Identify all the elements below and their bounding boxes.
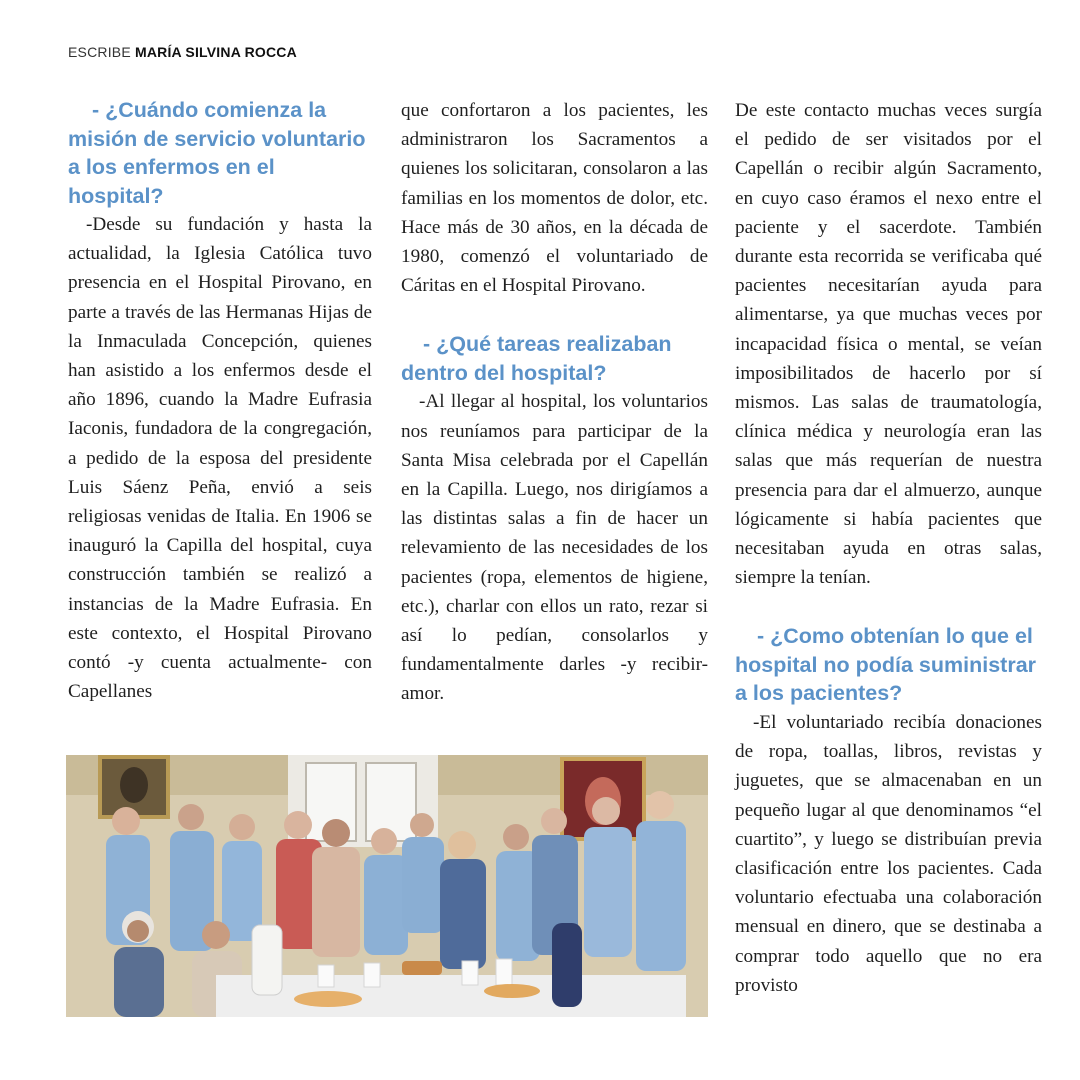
answer-2-continued: De este contacto muchas veces surgía el pedido de ser visitados por el Capellán o recibir algún Sacramento, en cuyo caso éramos el nexo entre el paciente y el sacerdote. También durante esta recorrida se verificaba qué pacientes necesitarían ayuda para alimentarse, ya que muchas veces por incapacidad física o mental, se veían imposibilitados de hacerlo por sí mismos. Las salas de traumatología, clínica médica y neurología eran las salas que más requerían de nuestra presencia para dar el almuerzo, aunque lógicamente si había pacientes que necesitaban ayuda en otras salas, siempre la tenían. — [735, 100, 1042, 589]
column-1 — [68, 96, 372, 706]
byline — [68, 44, 297, 60]
question-2: - ¿Qué tareas realizaban dentro del hospital? — [401, 332, 672, 385]
spacer — [401, 300, 708, 330]
answer-2: -Al llegar al hospital, los voluntarios nos reuníamos para participar de la Santa Misa celebrada por el Capellán en la Capilla. Luego, nos dirigíamos a las distintas salas a fin de hacer un relevamiento de las necesidades de los pacientes (ropa, elementos de higiene, etc.), charlar con ellos un rato, rezar si así lo pedían, consolarlos y fundamentalmente darles -y recibir- amor. — [401, 391, 708, 705]
byline-prefix: ESCRIBE — [68, 44, 131, 60]
group-photo — [66, 755, 708, 1017]
answer-1-continued: que confortaron a los pacientes, les administraron los Sacramentos a quienes los solicitaran, consolaron a las familias en los momentos de dolor, etc. Hace más de 30 años, en la década de 1980, comenzó el voluntariado de Cáritas en el Hospital Pirovano. — [401, 100, 708, 297]
question-3: - ¿Como obtenían lo que el hospital no podía suministrar a los pacientes? — [735, 624, 1037, 706]
byline-author: MARÍA SILVINA ROCCA — [134, 44, 297, 60]
answer-1: -Desde su fundación y hasta la actualidad, la Iglesia Católica tuvo presencia en el Hospital Pirovano, en parte a través de las Hermanas Hijas de la Inmaculada Concepción, quienes han asistido a los enfermos desde el año 1896, cuando la Madre Eufrasia Iaconis, fundadora de la congregación, a pedido de la esposa del presidente Luis Sáenz Peña, envió a seis religiosas venidas de Italia. En 1906 se inauguró la Capilla del hospital, cuya construcción también se realizó a instancias de la Madre Eufrasia. En este contexto, el Hospital Pirovano contó -y cuenta actualmente- con Capellanes — [68, 214, 372, 703]
answer-3: -El voluntariado recibía donaciones de ropa, toallas, libros, revistas y juguetes, que se almacenaban en un pequeño lugar al que denominamos “el cuartito”, y luego se distribuían previa clasificación entre los pacientes. Cada voluntario efectuaba una colaboración mensual en dinero, que se destinaba a comprar todo aquello que no era provisto — [735, 711, 1042, 996]
column-2 — [401, 96, 708, 709]
spacer — [735, 592, 1042, 622]
column-3 — [735, 96, 1042, 1000]
group-photo-illustration — [66, 755, 708, 1017]
question-1: - ¿Cuándo comienza la misión de servicio voluntario a los enfermos en el hospital? — [68, 98, 366, 208]
